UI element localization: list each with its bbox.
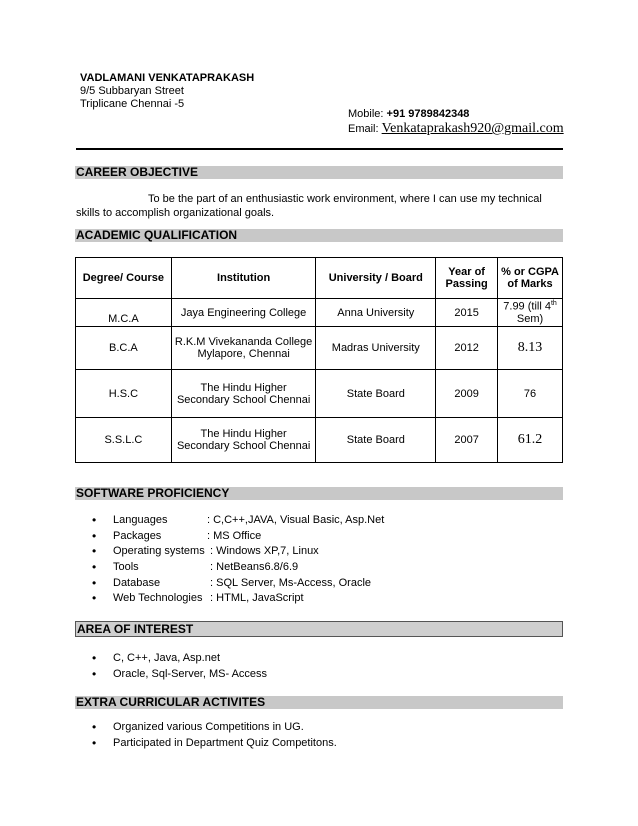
mobile-number: +91 9789842348	[386, 108, 470, 120]
address-line-1: 9/5 Subbaryan Street	[80, 85, 184, 97]
academic-table	[75, 257, 563, 463]
skill-key: Tools	[113, 561, 139, 574]
header-board: University / Board	[316, 258, 436, 299]
header-year: Year of Passing	[436, 258, 498, 299]
email-link[interactable]: Venkataprakash920@gmail.com	[381, 121, 564, 136]
software-list	[92, 513, 384, 607]
institution-cell: Jaya Engineering College	[171, 299, 316, 327]
marks-cell: 8.13	[498, 327, 563, 370]
board-cell: Madras University	[316, 327, 436, 370]
year-cell: 2012	[436, 327, 498, 370]
objective-paragraph: To be the part of an enthusiastic work environment, where I can use my technical skills to accomplish organizational goals.	[76, 193, 542, 219]
list-item	[92, 576, 384, 592]
board-cell: Anna University	[316, 299, 436, 327]
table-row	[76, 299, 563, 327]
marks-cell	[498, 299, 563, 327]
skill-value: : C,C++,JAVA, Visual Basic, Asp.Net	[207, 514, 385, 526]
email-line	[348, 121, 564, 137]
header-institution: Institution	[171, 258, 316, 299]
marks-cell: 76	[498, 370, 563, 418]
board-cell: State Board	[316, 418, 436, 463]
skill-value: : HTML, JavaScript	[207, 592, 304, 605]
list-item: • Participated in Department Quiz Competitons.	[92, 736, 337, 752]
candidate-name: VADLAMANI VENKATAPRAKASH	[80, 72, 255, 84]
institution-cell: The Hindu Higher Secondary School Chennai	[171, 418, 316, 463]
table-header-row	[76, 258, 563, 299]
skill-value: : MS Office	[207, 529, 262, 542]
degree-cell: H.S.C	[76, 370, 172, 418]
section-area-of-interest: AREA OF INTEREST	[75, 621, 563, 637]
section-academic-qualification: ACADEMIC QUALIFICATION	[75, 229, 563, 242]
address-line-2: Triplicane Chennai -5	[80, 98, 185, 110]
skill-value: : NetBeans6.8/6.9	[207, 561, 299, 574]
marks-sup: th	[550, 300, 557, 308]
list-item	[92, 560, 384, 576]
header-marks: % or CGPA of Marks	[498, 258, 563, 299]
skill-value: : Windows XP,7, Linux	[207, 545, 319, 558]
interest-list	[92, 651, 267, 682]
list-item: • C, C++, Java, Asp.net	[92, 651, 267, 667]
marks-cell: 61.2	[498, 418, 563, 463]
extra-list	[92, 720, 337, 751]
list-item	[92, 544, 384, 560]
skill-key: Operating systems	[113, 545, 205, 558]
header-divider	[76, 148, 563, 150]
list-item	[92, 591, 384, 607]
institution-cell: The Hindu Higher Secondary School Chennai	[171, 370, 316, 418]
section-extra-curricular: EXTRA CURRICULAR ACTIVITES	[75, 696, 563, 709]
degree-cell: S.S.L.C	[76, 418, 172, 463]
table-row	[76, 418, 563, 463]
section-software-proficiency: SOFTWARE PROFICIENCY	[75, 487, 563, 500]
skill-key: Web Technologies	[113, 592, 203, 605]
career-objective-text	[76, 192, 563, 220]
degree-cell: M.C.A	[76, 299, 172, 327]
skill-key: Database	[113, 576, 161, 589]
year-cell: 2009	[436, 370, 498, 418]
year-cell: 2007	[436, 418, 498, 463]
skill-value: : SQL Server, Ms-Access, Oracle	[207, 576, 372, 589]
skill-key: Languages	[113, 514, 168, 526]
email-label: Email:	[348, 123, 382, 135]
table-row	[76, 327, 563, 370]
year-cell: 2015	[436, 299, 498, 327]
mobile-line	[348, 108, 469, 120]
degree-cell: B.C.A	[76, 327, 172, 370]
list-item	[92, 513, 384, 529]
list-item: • Oracle, Sql-Server, MS- Access	[92, 667, 267, 683]
list-item	[92, 529, 384, 545]
header-degree: Degree/ Course	[76, 258, 172, 299]
section-career-objective: CAREER OBJECTIVE	[75, 166, 563, 179]
skill-key: Packages	[113, 529, 162, 542]
board-cell: State Board	[316, 370, 436, 418]
marks-value: 7.99 (till 4	[503, 300, 551, 313]
table-row	[76, 370, 563, 418]
mobile-label: Mobile:	[348, 108, 387, 120]
list-item: • Organized various Competitions in UG.	[92, 720, 337, 736]
marks-tail: Sem)	[516, 312, 544, 325]
institution-cell: R.K.M Vivekananda College Mylapore, Chennai	[171, 327, 316, 370]
